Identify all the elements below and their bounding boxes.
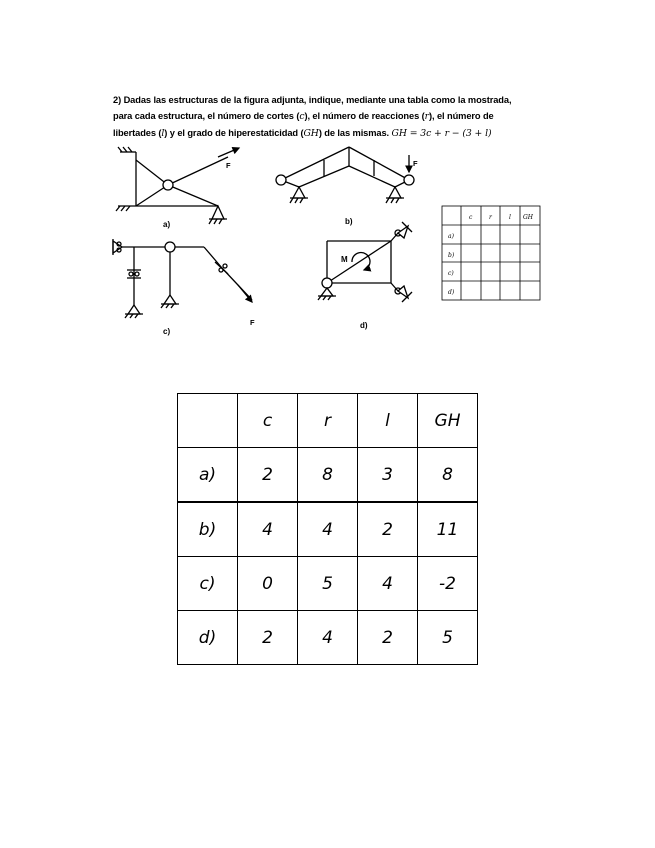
cell-c: 0 xyxy=(238,557,298,611)
force-label-b: F xyxy=(413,159,418,168)
table-row xyxy=(178,611,478,665)
header-cell-r: r xyxy=(298,394,358,448)
answer-table xyxy=(177,393,478,665)
cell-l: 2 xyxy=(358,611,418,665)
cell-gh: 11 xyxy=(418,502,478,557)
moment-label-d: M xyxy=(341,255,348,264)
small-row-b: b) xyxy=(448,252,455,259)
cell-r: 8 xyxy=(298,448,358,503)
problem-text-3a: libertades ( xyxy=(113,128,162,138)
cell-gh: -2 xyxy=(418,557,478,611)
problem-text-3b: ) y el grado de hiperestaticidad ( xyxy=(164,128,304,138)
force-label-a: F xyxy=(226,161,231,170)
small-header-c: c xyxy=(469,214,473,221)
small-row-a: a) xyxy=(448,233,454,240)
small-row-d: d) xyxy=(448,289,455,296)
header-cell-l: l xyxy=(358,394,418,448)
problem-text-2a: para cada estructura, el número de cortes ( xyxy=(113,111,300,121)
var-c: c xyxy=(299,111,305,122)
cell-r: 4 xyxy=(298,502,358,557)
cell-c: 4 xyxy=(238,502,298,557)
force-label-c: F xyxy=(250,318,255,327)
cell-r: 4 xyxy=(298,611,358,665)
structure-a xyxy=(116,147,239,224)
table-row xyxy=(178,502,478,557)
var-l: l xyxy=(161,128,165,139)
problem-text-2c: ), el número de xyxy=(429,111,494,121)
label-d: d) xyxy=(360,321,368,330)
cell-l: 3 xyxy=(358,448,418,503)
structure-b xyxy=(276,147,414,203)
small-header-l: l xyxy=(509,214,511,221)
cell-l: 4 xyxy=(358,557,418,611)
table-row xyxy=(178,448,478,503)
formula: GH = 3c + r − (3 + l) xyxy=(391,128,492,139)
var-r: r xyxy=(424,111,429,122)
problem-text-1: Dadas las estructuras de la figura adjunta, indique, mediante una tabla como la mostrada, xyxy=(123,95,512,105)
cell-l: 2 xyxy=(358,502,418,557)
cell-gh: 5 xyxy=(418,611,478,665)
problem-text-3c: ) de las mismas. xyxy=(318,128,390,138)
cell-gh: 8 xyxy=(418,448,478,503)
header-cell-c: c xyxy=(238,394,298,448)
label-c: c) xyxy=(163,327,171,336)
cell-c: 2 xyxy=(238,448,298,503)
header-cell-empty xyxy=(178,394,238,448)
small-row-c: c) xyxy=(448,270,454,277)
var-gh: GH xyxy=(303,128,319,139)
structure-d xyxy=(318,222,412,302)
problem-number: 2) xyxy=(113,95,122,105)
row-label: a) xyxy=(178,448,238,503)
header-cell-gh: GH xyxy=(418,394,478,448)
structure-c xyxy=(113,239,252,318)
table-header-row xyxy=(178,394,478,448)
row-label: b) xyxy=(178,502,238,557)
row-label: d) xyxy=(178,611,238,665)
table-row xyxy=(178,557,478,611)
problem-text-2b: ), el número de reacciones ( xyxy=(304,111,425,121)
small-header-r: r xyxy=(489,214,492,221)
label-a: a) xyxy=(163,220,171,229)
row-label: c) xyxy=(178,557,238,611)
small-header-gh: GH xyxy=(523,214,534,221)
cell-c: 2 xyxy=(238,611,298,665)
cell-r: 5 xyxy=(298,557,358,611)
label-b: b) xyxy=(345,217,353,226)
